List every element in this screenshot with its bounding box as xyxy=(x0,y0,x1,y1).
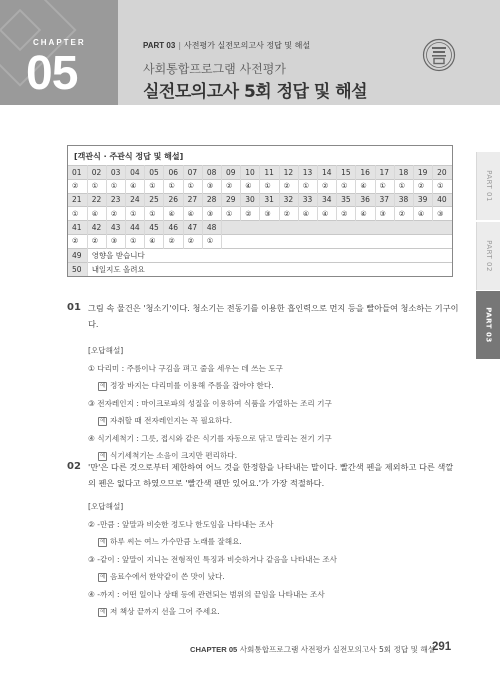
example-text: 자취할 때 전자레인지는 꼭 필요하다. xyxy=(110,416,233,425)
answer-cell: ④ xyxy=(241,179,260,193)
side-tab-part-02[interactable] xyxy=(476,222,500,290)
side-tab-part-01[interactable] xyxy=(476,152,500,220)
question-text: 그림 속 물건은 '청소기'이다. 청소기는 전동기를 이용한 흡인력으로 먼지 등을 빨아들여 청소하는 기구이다. xyxy=(88,303,459,329)
answer-row xyxy=(68,179,452,193)
example-icon: 예 xyxy=(98,573,107,582)
answer-cell: ② xyxy=(164,234,183,248)
empty-cell xyxy=(222,221,241,235)
choice-text: -까지 : 어떤 일이나 상태 등에 관련되는 범위의 끝임을 나타내는 조사 xyxy=(97,589,325,599)
wrong-answer-label: [오답해설] xyxy=(88,502,124,511)
wrong-answer-item xyxy=(88,430,332,448)
question-text: '만'은 다른 것으로부터 제한하여 어느 것을 한정함을 나타내는 말이다. 빨간색 펜을 제외하고 다른 색깔의 펜은 없다고 하였으므로 '빨간색 펜만 있어요.'가 가장 적절하다. xyxy=(88,462,454,488)
empty-cell xyxy=(260,221,279,235)
answer-cell: ① xyxy=(394,179,413,193)
wrong-answer-item xyxy=(88,516,337,534)
example-sentence xyxy=(88,533,337,551)
example-text: 식기세척기는 소음이 크지만 편리하다. xyxy=(110,451,238,460)
footer-chapter: CHAPTER 05 xyxy=(190,645,238,654)
chapter-title: 실전모의고사 5회 정답 및 해설 xyxy=(143,82,368,102)
question-number-cell: 39 xyxy=(413,193,432,207)
question-number-cell: 41 xyxy=(68,221,87,235)
question-number-cell: 23 xyxy=(106,193,125,207)
question-number-cell: 15 xyxy=(337,166,356,180)
answer-cell: ① xyxy=(87,179,106,193)
question-number-cell: 04 xyxy=(126,166,145,180)
side-tab-label: PART 01 xyxy=(484,170,493,202)
empty-cell xyxy=(413,221,432,235)
answer-table-title: [객관식 · 주관식 정답 및 해설] xyxy=(74,152,184,161)
answer-cell: ② xyxy=(413,179,432,193)
answer-table xyxy=(68,165,452,276)
question-number-cell: 44 xyxy=(126,221,145,235)
choice-mark: ④ xyxy=(88,433,95,443)
seal-icon xyxy=(422,38,456,72)
question-number-cell: 09 xyxy=(222,166,241,180)
question-number-cell: 25 xyxy=(145,193,164,207)
answer-cell: ② xyxy=(87,234,106,248)
question-number-cell: 03 xyxy=(106,166,125,180)
empty-cell xyxy=(394,234,413,248)
question-number-cell: 06 xyxy=(164,166,183,180)
answer-cell: ① xyxy=(337,179,356,193)
wrong-answer-item xyxy=(88,586,337,604)
answer-cell: ③ xyxy=(202,207,221,221)
answer-cell: ① xyxy=(126,234,145,248)
question-number-cell: 31 xyxy=(260,193,279,207)
answer-cell: ② xyxy=(68,234,87,248)
chapter-subtitle: 사회통합프로그램 사전평가 xyxy=(143,62,286,76)
question-number-cell: 02 xyxy=(87,166,106,180)
side-tab-part-03[interactable] xyxy=(476,291,500,359)
answer-cell: ④ xyxy=(356,179,375,193)
example-text: 정장 바지는 다리미를 이용해 주름을 잡아야 한다. xyxy=(110,381,274,390)
example-icon: 예 xyxy=(98,452,107,461)
answer-cell: ④ xyxy=(126,179,145,193)
empty-cell xyxy=(317,221,336,235)
question-number-cell: 22 xyxy=(87,193,106,207)
answer-cell: ① xyxy=(298,179,317,193)
empty-cell xyxy=(317,234,336,248)
answer-cell: ④ xyxy=(356,207,375,221)
page-number: 291 xyxy=(432,641,452,653)
answer-cell: ④ xyxy=(298,207,317,221)
part-title: 사전평가 실전모의고사 정답 및 해설 xyxy=(184,41,311,50)
long-answer-text: 영향을 받습니다 xyxy=(87,248,452,262)
empty-cell xyxy=(413,234,432,248)
question-02-explanation xyxy=(67,459,459,491)
answer-cell: ① xyxy=(202,234,221,248)
choice-mark: ① xyxy=(88,363,95,373)
question-number-cell: 47 xyxy=(183,221,202,235)
answer-cell: ① xyxy=(375,179,394,193)
question-number-cell: 42 xyxy=(87,221,106,235)
answer-cell: ② xyxy=(279,207,298,221)
example-text: 저 책상 끝까지 선을 그어 주세요. xyxy=(110,607,220,616)
question-01-explanation xyxy=(67,300,459,332)
empty-cell xyxy=(433,221,452,235)
answer-row xyxy=(68,234,452,248)
answer-cell: ③ xyxy=(202,179,221,193)
side-tab-label: PART 02 xyxy=(484,240,493,272)
answer-cell: ① xyxy=(68,207,87,221)
answer-cell: ② xyxy=(183,234,202,248)
question-number-cell: 01 xyxy=(68,166,87,180)
question-number-cell: 45 xyxy=(145,221,164,235)
long-answer-text: 내일지도 올려요 xyxy=(87,262,452,276)
empty-cell xyxy=(279,234,298,248)
side-tab-label: PART 03 xyxy=(484,307,493,343)
answer-table-box xyxy=(67,145,453,277)
answer-cell: ② xyxy=(241,207,260,221)
wrong-answer-item xyxy=(88,395,332,413)
chapter-number: 05 xyxy=(26,47,78,100)
answer-cell: ④ xyxy=(317,207,336,221)
question-number-cell: 19 xyxy=(413,166,432,180)
answer-cell: ① xyxy=(260,179,279,193)
number-row xyxy=(68,193,452,207)
question-number-cell: 26 xyxy=(164,193,183,207)
question-number-cell: 08 xyxy=(202,166,221,180)
question-number-cell: 33 xyxy=(298,193,317,207)
answer-cell: ③ xyxy=(260,207,279,221)
answer-cell: ① xyxy=(106,179,125,193)
empty-cell xyxy=(337,234,356,248)
question-number-cell: 29 xyxy=(222,193,241,207)
wrong-answer-item xyxy=(88,551,337,569)
empty-cell xyxy=(298,234,317,248)
answer-cell: ② xyxy=(394,207,413,221)
part-separator: | xyxy=(178,41,182,50)
chapter-block xyxy=(0,0,118,105)
page-footer xyxy=(190,644,435,655)
example-icon: 예 xyxy=(98,538,107,547)
empty-cell xyxy=(241,221,260,235)
answer-cell: ② xyxy=(222,179,241,193)
question-number-cell: 36 xyxy=(356,193,375,207)
answer-cell: ② xyxy=(279,179,298,193)
question-number-cell: 27 xyxy=(183,193,202,207)
empty-cell xyxy=(356,234,375,248)
answer-cell: ① xyxy=(145,179,164,193)
example-icon: 예 xyxy=(98,608,107,617)
choice-text: -만큼 : 앞말과 비슷한 정도나 한도임을 나타내는 조사 xyxy=(97,519,274,529)
answer-cell: ④ xyxy=(164,207,183,221)
number-row xyxy=(68,166,452,180)
answer-cell: ① xyxy=(433,179,452,193)
number-row xyxy=(68,221,452,235)
example-sentence xyxy=(88,568,337,586)
answer-cell: ④ xyxy=(413,207,432,221)
chapter-word: CHAPTER xyxy=(33,38,86,47)
question-number-cell: 37 xyxy=(375,193,394,207)
answer-cell: ② xyxy=(68,179,87,193)
choice-text: -같이 : 앞말이 지니는 전형적인 특징과 비슷하거나 같음을 나타내는 조사 xyxy=(97,554,337,564)
question-number-cell: 49 xyxy=(68,248,87,262)
wrong-answer-label: [오답해설] xyxy=(88,346,124,355)
long-answer-row xyxy=(68,262,452,276)
question-number-cell: 50 xyxy=(68,262,87,276)
question-number-cell: 38 xyxy=(394,193,413,207)
example-text: 음료수에서 한약같이 쓴 맛이 났다. xyxy=(110,572,225,581)
question-02-wrong-answers xyxy=(88,498,337,621)
question-number-cell: 48 xyxy=(202,221,221,235)
part-line xyxy=(143,40,310,51)
question-number-cell: 46 xyxy=(164,221,183,235)
example-sentence xyxy=(88,377,332,395)
answer-cell: ① xyxy=(222,207,241,221)
choice-mark: ③ xyxy=(88,398,95,408)
footer-text: 사회통합프로그램 사전평가 실전모의고사 5회 정답 및 해설 xyxy=(239,645,436,654)
answer-cell: ① xyxy=(164,179,183,193)
empty-cell xyxy=(279,221,298,235)
empty-cell xyxy=(356,221,375,235)
question-number-cell: 14 xyxy=(317,166,336,180)
part-label: PART 03 xyxy=(143,41,176,50)
answer-cell: ① xyxy=(183,179,202,193)
question-number-cell: 21 xyxy=(68,193,87,207)
question-01-wrong-answers xyxy=(88,342,332,465)
answer-cell: ③ xyxy=(106,234,125,248)
empty-cell xyxy=(337,221,356,235)
empty-cell xyxy=(222,234,241,248)
answer-cell: ④ xyxy=(87,207,106,221)
answer-cell: ③ xyxy=(433,207,452,221)
long-answer-row xyxy=(68,248,452,262)
empty-cell xyxy=(375,221,394,235)
choice-text: 다리미 : 주름이나 구김을 펴고 줄을 세우는 데 쓰는 도구 xyxy=(97,363,283,373)
answer-cell: ① xyxy=(145,207,164,221)
question-number-cell: 13 xyxy=(298,166,317,180)
question-number-cell: 18 xyxy=(394,166,413,180)
question-number-cell: 43 xyxy=(106,221,125,235)
question-number-cell: 07 xyxy=(183,166,202,180)
choice-text: 전자레인지 : 마이크로파의 성질을 이용하여 식품을 가열하는 조리 기구 xyxy=(97,398,332,408)
question-number: 01 xyxy=(67,302,81,313)
question-number-cell: 20 xyxy=(433,166,452,180)
example-sentence xyxy=(88,603,337,621)
question-number-cell: 28 xyxy=(202,193,221,207)
empty-cell xyxy=(241,234,260,248)
choice-mark: ④ xyxy=(88,589,95,599)
question-number-cell: 17 xyxy=(375,166,394,180)
question-number-cell: 16 xyxy=(356,166,375,180)
choice-text: 식기세척기 : 그릇, 접시와 같은 식기를 자동으로 닦고 말리는 전기 기구 xyxy=(97,433,332,443)
answer-cell: ② xyxy=(106,207,125,221)
question-number-cell: 05 xyxy=(145,166,164,180)
question-number-cell: 12 xyxy=(279,166,298,180)
example-icon: 예 xyxy=(98,382,107,391)
answer-cell: ② xyxy=(337,207,356,221)
answer-cell: ③ xyxy=(375,207,394,221)
question-number-cell: 35 xyxy=(337,193,356,207)
answer-cell: ④ xyxy=(183,207,202,221)
empty-cell xyxy=(298,221,317,235)
example-sentence xyxy=(88,412,332,430)
question-number-cell: 34 xyxy=(317,193,336,207)
chapter-header xyxy=(0,0,500,105)
question-number-cell: 32 xyxy=(279,193,298,207)
answer-cell: ① xyxy=(126,207,145,221)
question-number-cell: 30 xyxy=(241,193,260,207)
answer-cell: ④ xyxy=(145,234,164,248)
question-number-cell: 11 xyxy=(260,166,279,180)
question-number-cell: 10 xyxy=(241,166,260,180)
answer-cell: ② xyxy=(317,179,336,193)
example-icon: 예 xyxy=(98,417,107,426)
choice-mark: ② xyxy=(88,519,95,529)
answer-row xyxy=(68,207,452,221)
wrong-answer-item xyxy=(88,360,332,378)
question-number: 02 xyxy=(67,461,81,472)
empty-cell xyxy=(433,234,452,248)
example-text: 하루 씨는 여느 가수만큼 노래를 잘해요. xyxy=(110,537,242,546)
question-number-cell: 24 xyxy=(126,193,145,207)
empty-cell xyxy=(394,221,413,235)
empty-cell xyxy=(375,234,394,248)
question-number-cell: 40 xyxy=(433,193,452,207)
empty-cell xyxy=(260,234,279,248)
choice-mark: ③ xyxy=(88,554,95,564)
